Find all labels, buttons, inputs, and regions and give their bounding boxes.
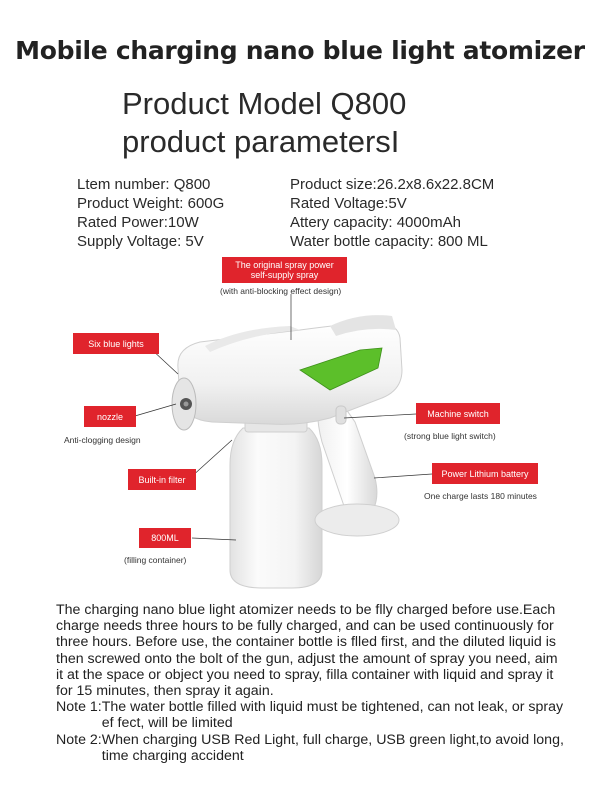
page-title: Mobile charging nano blue light atomizer	[15, 36, 585, 65]
spec-power: Rated Power:10W	[77, 214, 199, 231]
battery-caption: One charge lasts 180 minutes	[424, 491, 537, 501]
spray-callout	[222, 257, 347, 283]
note-2-text: When charging USB Red Light, full charge, USB green light,to avoid long, time charging accident	[101, 731, 564, 764]
spray-label-line2: self-supply spray	[250, 270, 319, 280]
switch-caption: (strong blue light switch)	[404, 431, 496, 441]
note-1-text: The water bottle filled with liquid must be tightened, can not leak, or spray ef fect, will be limited	[101, 699, 564, 732]
specs-left	[77, 175, 224, 251]
battery-callout: Power Lithium battery	[432, 463, 538, 484]
capacity-caption: (filling container)	[124, 555, 187, 565]
capacity-callout: 800ML	[139, 528, 191, 548]
spray-label-line1: The original spray power	[235, 260, 334, 270]
description-paragraph: The charging nano blue light atomizer needs to be flly charged before use.Each charge needs three hours to be fully charged, and can be used continuously for three hours. Before use, the container bottle is flled first, and the diluted liquid is then screwed onto the bolt of the gun, adjust the amount of spray you need, aim it at the space or object you need to spray, filla container with liquid and spray it for 15 minutes, then spray it again.	[56, 602, 558, 700]
params-heading: product parametersI	[122, 124, 400, 159]
description	[56, 602, 566, 764]
specs-right	[290, 175, 494, 251]
spec-size: Product size:26.2x8.6x22.8CM	[290, 176, 495, 193]
nozzle-caption: Anti-clogging design	[64, 435, 141, 445]
note-2	[56, 732, 566, 764]
spec-rated-voltage: Rated Voltage:5V	[290, 195, 407, 212]
switch-callout: Machine switch	[416, 403, 500, 424]
model-heading: Product Model Q800	[122, 86, 407, 121]
spec-battery-capacity: Attery capacity: 4000mAh	[290, 214, 461, 231]
spec-item-number: Ltem number: Q800	[77, 176, 211, 193]
lights-callout: Six blue lights	[73, 333, 159, 354]
spec-supply-voltage: Supply Voltage: 5V	[77, 233, 204, 250]
note-1	[56, 699, 566, 731]
spec-bottle-capacity: Water bottle capacity: 800 ML	[290, 233, 488, 250]
note-2-label: Note 2:	[56, 731, 102, 748]
filter-callout: Built-in filter	[128, 469, 196, 490]
spray-caption: (with anti-blocking effect design)	[220, 286, 342, 296]
spec-weight: Product Weight: 600G	[77, 195, 225, 212]
note-1-label: Note 1:	[56, 699, 102, 716]
nozzle-callout: nozzle	[84, 406, 136, 427]
